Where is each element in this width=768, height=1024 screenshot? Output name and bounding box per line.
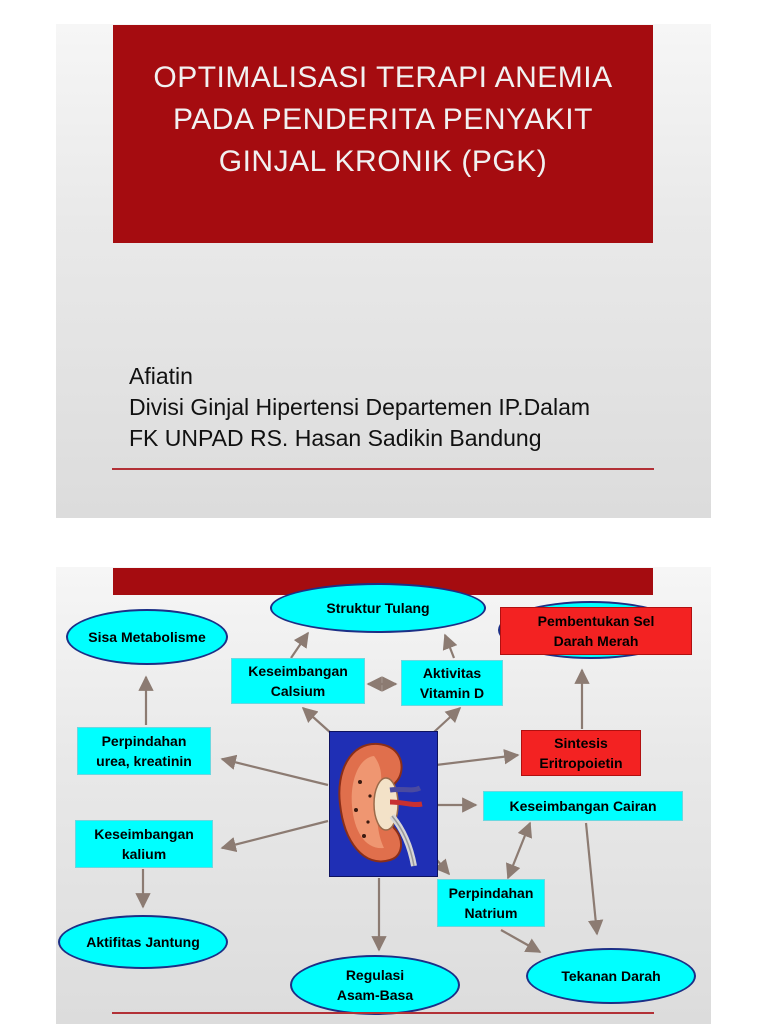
node-keseimbangan-cairan [483,791,683,821]
arrow-kidney-urea [222,759,328,785]
arrow-vitamin-tulang [445,635,454,658]
arrow-natrium-tekanan [501,930,540,952]
node-sisa-metabolisme [66,609,228,665]
author-institution: FK UNPAD RS. Hasan Sadikin Bandung [129,425,542,451]
node-keseimbangan-calsium [231,658,365,704]
node-struktur-tulang [270,583,486,633]
arrow-kidney-kalium [222,821,328,848]
node-label-line-1: Regulasi [345,967,405,983]
node-label-line-2: Darah Merah [553,633,639,649]
node-label-line-1: Perpindahan [101,733,187,749]
title-box [113,25,653,243]
arrow-kidney-calsium [303,708,332,734]
node-label-line-1: Perpindahan [448,885,534,901]
node-label-line-1: Pembentukan Sel [537,613,655,629]
author-name: Afiatin [129,363,193,389]
node-aktifitas-jantung [58,915,228,969]
node-sintesis-eritropoietin [521,730,641,776]
node-label: Keseimbangan Cairan [509,798,657,814]
title-line-1: OPTIMALISASI TERAPI ANEMIA [153,61,613,94]
author-division: Divisi Ginjal Hipertensi Departemen IP.Dalam [129,394,591,420]
node-label-line-1: Sintesis [554,735,608,751]
title-line-2: PADA PENDERITA PENYAKIT [173,103,593,136]
title-slide [56,24,711,518]
node-regulasi-asam-basa [290,955,460,1015]
node-label: Struktur Tulang [326,600,430,616]
node-label: Sisa Metabolisme [88,629,206,645]
node-label-line-2: Natrium [464,905,518,921]
author-block [129,361,590,454]
node-label-line-2: Asam-Basa [336,987,414,1003]
kidney-illustration [329,731,438,877]
node-pembentukan-sel-darah-merah [500,607,692,655]
node-label-line-1: Keseimbangan [248,663,348,679]
node-keseimbangan-kalium [75,820,213,868]
node-tekanan-darah [526,948,696,1004]
node-label: Aktifitas Jantung [86,934,200,950]
kidney-icon [330,732,437,876]
arrow-cairan-tekanan [586,823,597,934]
node-label: Tekanan Darah [561,968,661,984]
node-label-line-2: Vitamin D [419,685,485,701]
divider-line [112,1012,654,1014]
arrow-calsium-tulang [291,633,308,658]
node-label-line-2: Calsium [270,683,326,699]
node-label-line-1: Aktivitas [422,665,482,681]
arrow-kidney-vitamin [434,708,460,732]
arrow-kidney-sintesis [436,755,518,765]
kidney-function-slide [56,567,711,1024]
slide-title [153,57,612,183]
node-perpindahan-urea-kreatinin [77,727,211,775]
node-label-line-2: kalium [121,846,167,862]
node-label-line-1: Keseimbangan [94,826,194,842]
title-line-3: GINJAL KRONIK (PGK) [218,145,548,178]
node-label-line-2: Eritropoietin [539,755,623,771]
divider-line [112,468,654,470]
arrow-natrium-cairan [508,823,530,878]
node-aktivitas-vitamin-d [401,660,503,706]
node-perpindahan-natrium [437,879,545,927]
node-label-line-2: urea, kreatinin [96,753,192,769]
